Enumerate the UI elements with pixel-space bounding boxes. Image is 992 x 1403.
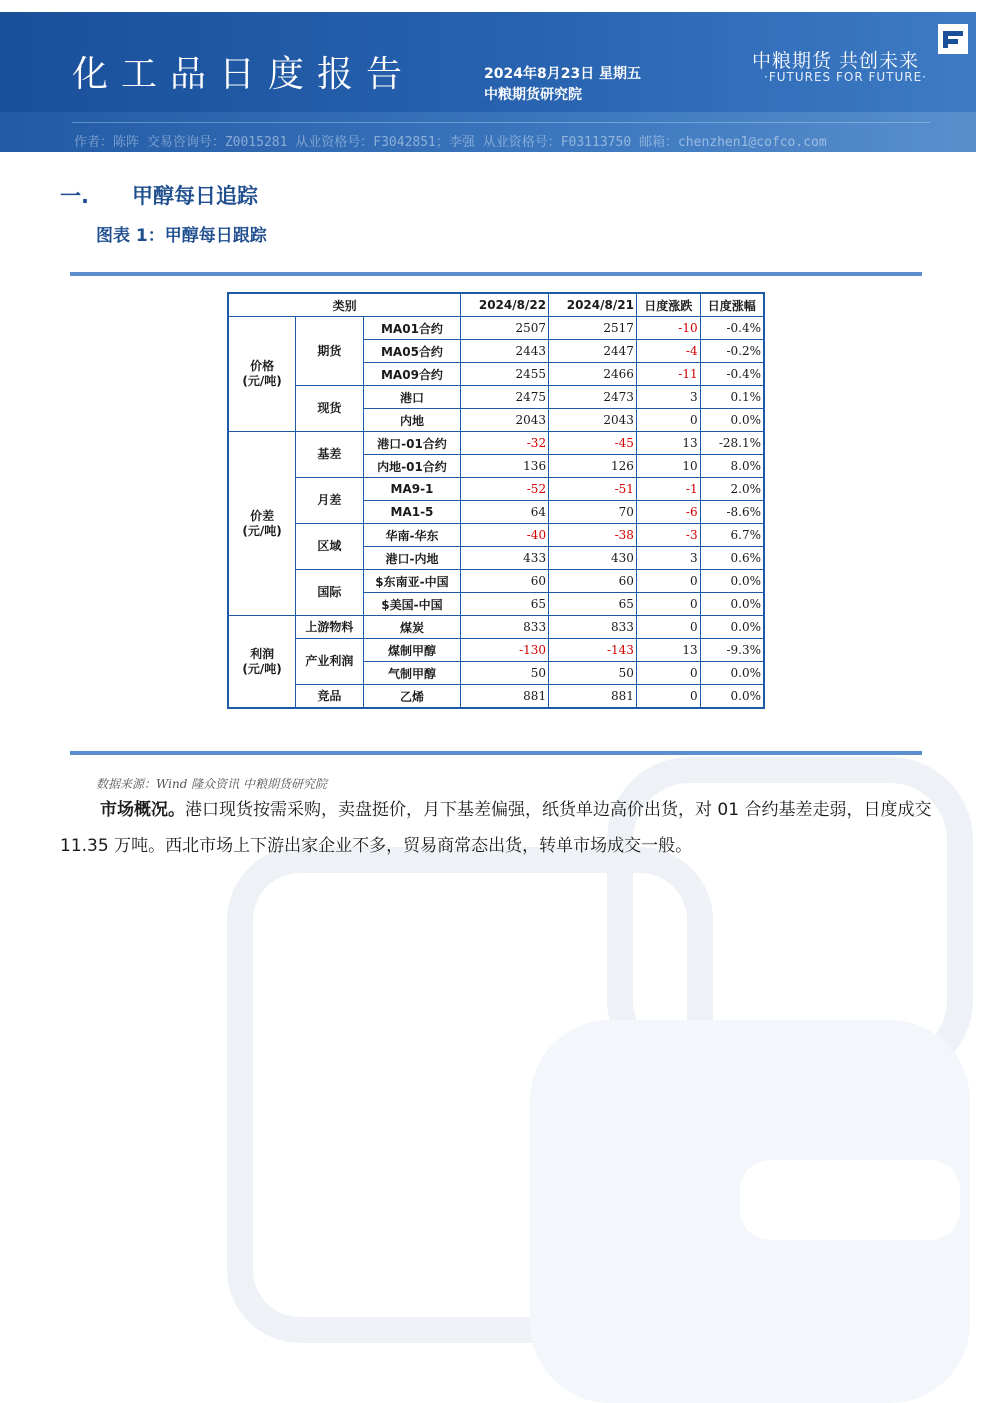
table-header-row (228, 293, 764, 317)
daily-pct: 2.0% (700, 478, 764, 501)
section-title: 甲醇每日追踪 (132, 184, 258, 208)
header-daily-change: 日度涨跌 (636, 293, 700, 317)
daily-pct: 0.0% (700, 570, 764, 593)
value-0821: 2517 (549, 317, 637, 340)
data-source: 数据来源：Wind 隆众资讯 中粮期货研究院 (96, 777, 328, 791)
row-name: 内地 (363, 409, 461, 432)
row-name: $美国-中国 (363, 593, 461, 616)
header-decoration (0, 112, 976, 152)
report-title: 化工品日度报告 (72, 54, 416, 95)
value-0821: 2473 (549, 386, 637, 409)
value-0822: 2507 (461, 317, 549, 340)
value-0822: 2475 (461, 386, 549, 409)
table-row (228, 570, 764, 593)
header-date-1: 2024/8/22 (461, 293, 549, 317)
value-0822: -130 (461, 639, 549, 662)
header-date-2: 2024/8/21 (549, 293, 637, 317)
daily-change: 0 (636, 409, 700, 432)
table-bottom-rule (70, 751, 922, 755)
subgroup-spot: 现货 (296, 386, 364, 432)
value-0822: -40 (461, 524, 549, 547)
table-row (228, 478, 764, 501)
daily-change: 3 (636, 386, 700, 409)
subgroup-calendar: 月差 (296, 478, 364, 524)
value-0821: 833 (549, 616, 637, 639)
value-0822: -52 (461, 478, 549, 501)
value-0821: -38 (549, 524, 637, 547)
row-name: 煤制甲醇 (363, 639, 461, 662)
value-0821: 70 (549, 501, 637, 524)
daily-change: 13 (636, 432, 700, 455)
value-0822: 433 (461, 547, 549, 570)
table-row (228, 432, 764, 455)
group-price: 价格 (元/吨) (228, 317, 296, 432)
report-institute: 中粮期货研究院 (484, 87, 582, 103)
value-0822: 2043 (461, 409, 549, 432)
market-overview-label: 市场概况。 (100, 800, 185, 820)
table-row (228, 317, 764, 340)
row-name: 港口-01合约 (363, 432, 461, 455)
daily-change: 0 (636, 662, 700, 685)
section-number: 一. (60, 184, 89, 208)
row-name: MA05合约 (363, 340, 461, 363)
row-name: MA1-5 (363, 501, 461, 524)
daily-change: 10 (636, 455, 700, 478)
row-name: 气制甲醇 (363, 662, 461, 685)
figure-title: 图表 1：甲醇每日跟踪 (96, 226, 267, 246)
subgroup-region: 区域 (296, 524, 364, 570)
table-top-rule (70, 272, 922, 276)
value-0821: 126 (549, 455, 637, 478)
daily-pct: -28.1% (700, 432, 764, 455)
value-0822: 136 (461, 455, 549, 478)
daily-change: -3 (636, 524, 700, 547)
table-row (228, 639, 764, 662)
daily-change: 0 (636, 616, 700, 639)
daily-pct: -0.4% (700, 317, 764, 340)
row-name: 港口 (363, 386, 461, 409)
daily-pct: 0.1% (700, 386, 764, 409)
value-0821: -51 (549, 478, 637, 501)
header-daily-pct: 日度涨幅 (700, 293, 764, 317)
value-0822: -32 (461, 432, 549, 455)
value-0821: 430 (549, 547, 637, 570)
value-0822: 881 (461, 685, 549, 709)
value-0821: -143 (549, 639, 637, 662)
subgroup-upstream: 上游物料 (296, 616, 364, 639)
daily-change: 0 (636, 570, 700, 593)
value-0821: 50 (549, 662, 637, 685)
daily-pct: 0.0% (700, 662, 764, 685)
group-profit: 利润 (元/吨) (228, 616, 296, 709)
table-row (228, 524, 764, 547)
row-name: $东南亚-中国 (363, 570, 461, 593)
table-row (228, 616, 764, 639)
header-category: 类别 (228, 293, 461, 317)
market-overview-text: 港口现货按需采购，卖盘挺价，月下基差偏强，纸货单边高价出货，对 01 合约基差走弱，日度成交 11.35 万吨。西北市场上下游出家企业不多，贸易商常态出货，转单市场成交一般。 (60, 800, 932, 856)
value-0821: 881 (549, 685, 637, 709)
daily-change: -6 (636, 501, 700, 524)
subgroup-international: 国际 (296, 570, 364, 616)
brand-slogan: 中粮期货 共创未来 (752, 50, 920, 72)
value-0822: 64 (461, 501, 549, 524)
group-spread: 价差 (元/吨) (228, 432, 296, 616)
value-0821: 60 (549, 570, 637, 593)
daily-pct: 0.6% (700, 547, 764, 570)
row-name: 华南-华东 (363, 524, 461, 547)
value-0821: 2466 (549, 363, 637, 386)
value-0822: 833 (461, 616, 549, 639)
daily-change: -1 (636, 478, 700, 501)
value-0822: 60 (461, 570, 549, 593)
row-name: 煤炭 (363, 616, 461, 639)
daily-pct: -0.2% (700, 340, 764, 363)
row-name: 乙烯 (363, 685, 461, 709)
daily-change: -10 (636, 317, 700, 340)
daily-change: 0 (636, 593, 700, 616)
row-name: 内地-01合约 (363, 455, 461, 478)
value-0822: 2443 (461, 340, 549, 363)
daily-pct: 8.0% (700, 455, 764, 478)
value-0822: 65 (461, 593, 549, 616)
subgroup-basis: 基差 (296, 432, 364, 478)
daily-pct: -9.3% (700, 639, 764, 662)
daily-change: 3 (636, 547, 700, 570)
daily-pct: -0.4% (700, 363, 764, 386)
row-name: MA9-1 (363, 478, 461, 501)
daily-pct: 0.0% (700, 685, 764, 709)
daily-change: 13 (636, 639, 700, 662)
daily-pct: 0.0% (700, 593, 764, 616)
value-0821: 2043 (549, 409, 637, 432)
table-row (228, 685, 764, 709)
brand-slogan-en: ·FUTURES FOR FUTURE· (764, 70, 927, 84)
daily-pct: -8.6% (700, 501, 764, 524)
value-0821: 2447 (549, 340, 637, 363)
daily-pct: 0.0% (700, 409, 764, 432)
subgroup-futures: 期货 (296, 317, 364, 386)
value-0821: 65 (549, 593, 637, 616)
daily-change: -4 (636, 340, 700, 363)
row-name: MA09合约 (363, 363, 461, 386)
daily-change: 0 (636, 685, 700, 709)
subgroup-competitor: 竞品 (296, 685, 364, 709)
report-date: 2024年8月23日 星期五 (484, 66, 642, 82)
row-name: 港口-内地 (363, 547, 461, 570)
cofco-logo-icon (938, 24, 968, 54)
methanol-tracking-table (227, 292, 765, 709)
market-overview (60, 792, 934, 864)
section-heading (60, 180, 258, 210)
row-name: MA01合约 (363, 317, 461, 340)
daily-pct: 6.7% (700, 524, 764, 547)
subgroup-industry-profit: 产业利润 (296, 639, 364, 685)
table-row (228, 386, 764, 409)
daily-change: -11 (636, 363, 700, 386)
value-0822: 50 (461, 662, 549, 685)
value-0822: 2455 (461, 363, 549, 386)
daily-pct: 0.0% (700, 616, 764, 639)
value-0821: -45 (549, 432, 637, 455)
